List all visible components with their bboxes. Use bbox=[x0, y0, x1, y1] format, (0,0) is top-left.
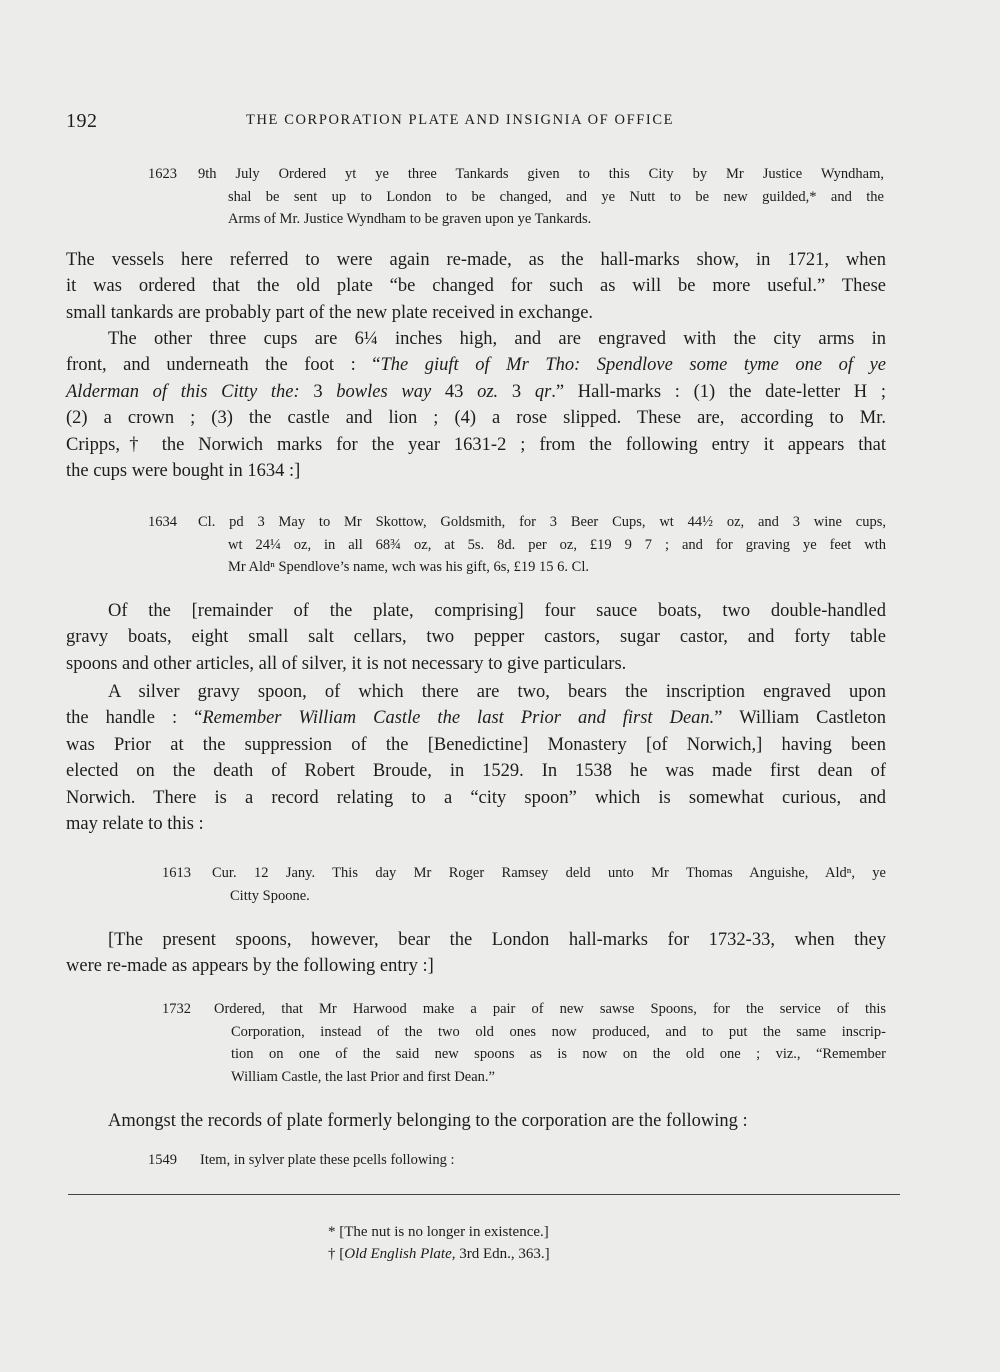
text-line: A silver gravy spoon, of which there are two, bears the inscription engraved upon bbox=[108, 682, 886, 702]
footnotes bbox=[328, 1221, 550, 1265]
text-line: elected on the death of Robert Broude, in 1529. In 1538 he was made first dean of bbox=[66, 761, 886, 782]
inscription-text: The giuft of Mr Tho: Spendlove some tyme one of ye bbox=[380, 355, 887, 376]
text-line: Cripps,† the Norwich marks for the year 1631-2 ; from the following entry it appears that bbox=[66, 434, 886, 455]
text-line: was Prior at the suppression of the [Benedictine] Monastery [of Norwich,] having been bbox=[66, 734, 886, 755]
text-line: The other three cups are 6¼ inches high, and are engraved with the city arms in bbox=[108, 329, 886, 349]
text-line: gravy boats, eight small salt cellars, two pepper castors, sugar castor, and forty table bbox=[66, 627, 886, 648]
text-line: Alderman of this Citty the: 3 bowles way 43 oz. 3 qr.” Hall-marks : (1) the date-letter H ; bbox=[66, 381, 887, 402]
paragraph-spoon bbox=[66, 679, 886, 837]
entry-year: 1549 bbox=[148, 1152, 177, 1168]
inscription-text: Remember William Castle the last Prior and first Dean. bbox=[202, 708, 715, 729]
paragraph-cups bbox=[66, 326, 886, 484]
entry-line: Mr Aldⁿ Spendlove’s name, wch was his gift, 6s, £19 15 6. Cl. bbox=[228, 559, 590, 575]
footnote-rule bbox=[68, 1194, 900, 1195]
entry-year: 1623 bbox=[148, 166, 177, 182]
text-line: were re-made as appears by the following entry :] bbox=[66, 956, 434, 977]
entry-line: Citty Spoone. bbox=[230, 887, 310, 904]
text-line: Norwich. There is a record relating to a “city spoon” which is somewhat curious, and bbox=[66, 787, 886, 808]
entry-line: Ordered, that Mr Harwood make a pair of new sawse Spoons, for the service of this bbox=[214, 1001, 886, 1017]
text-line: spoons and other articles, all of silver, it is not necessary to give particulars. bbox=[66, 653, 627, 674]
text-line: [The present spoons, however, bear the London hall-marks for 1732-33, when they bbox=[108, 930, 886, 950]
entry-year: 1613 bbox=[162, 865, 191, 881]
text-line: the handle : “Remember William Castle the last Prior and first Dean.” William Castleton bbox=[66, 708, 887, 729]
entry-line: shal be sent up to London to be changed, and ye Nutt to be new guilded,* and the bbox=[228, 188, 884, 205]
text-line: The vessels here referred to were again re-made, as the hall-marks show, in 1721, when bbox=[66, 250, 886, 270]
paragraph-remainder bbox=[66, 598, 886, 677]
entry-line: Arms of Mr. Justice Wyndham to be graven upon ye Tankards. bbox=[228, 211, 592, 227]
text-line: Of the [remainder of the plate, comprising] four sauce boats, two double-handled bbox=[108, 601, 886, 621]
entry-year: 1732 bbox=[162, 1001, 191, 1017]
running-title: THE CORPORATION PLATE AND INSIGNIA OF OFFICE bbox=[246, 112, 675, 128]
text-line: the cups were bought in 1634 :] bbox=[66, 461, 301, 482]
text-line: it was ordered that the old plate “be changed for such as will be more useful.” These bbox=[66, 276, 886, 297]
entry-line: Cur. 12 Jany. This day Mr Roger Ramsey deld unto Mr Thomas Anguishe, Aldⁿ, ye bbox=[212, 865, 886, 881]
footnote-old-english-plate: † [Old English Plate, 3rd Edn., 363.] bbox=[328, 1246, 550, 1262]
paragraph-amongst bbox=[66, 1108, 886, 1134]
entry-line: tion on one of the said new spoons as is now on the old one ; viz., “Remember bbox=[231, 1046, 886, 1062]
paragraph-vessels bbox=[66, 247, 886, 326]
entry-year: 1634 bbox=[148, 514, 177, 530]
text-line: may relate to this : bbox=[66, 814, 204, 835]
paragraph-present-spoons bbox=[66, 927, 886, 980]
footnote-nut: * [The nut is no longer in existence.] bbox=[328, 1224, 549, 1240]
entry-line: Corporation, instead of the two old ones now produced, and to put the same inscrip- bbox=[231, 1023, 886, 1040]
entry-line: William Castle, the last Prior and first Dean.” bbox=[231, 1068, 495, 1085]
text-line: front, and underneath the foot : “The giuft of Mr Tho: Spendlove some tyme one of ye bbox=[66, 355, 887, 376]
text-line: small tankards are probably part of the new plate received in exchange. bbox=[66, 302, 594, 323]
entry-line: 9th July Ordered yt ye three Tankards given to this City by Mr Justice Wyndham, bbox=[198, 166, 884, 182]
text-line: (2) a crown ; (3) the castle and lion ; (4) a rose slipped. These are, according to Mr. bbox=[66, 408, 886, 429]
entry-line: wt 24¼ oz, in all 68¾ oz, at 5s. 8d. per oz, £19 9 7 ; and for graving ye feet wth bbox=[228, 536, 886, 553]
entry-line: Cl. pd 3 May to Mr Skottow, Goldsmith, for 3 Beer Cups, wt 44½ oz, and 3 wine cups, bbox=[198, 514, 886, 530]
page-number: 192 bbox=[66, 110, 98, 132]
entry-line: Item, in sylver plate these pcells following : bbox=[200, 1152, 455, 1168]
text-line: Amongst the records of plate formerly belonging to the corporation are the following : bbox=[108, 1111, 748, 1131]
running-head bbox=[66, 110, 900, 136]
